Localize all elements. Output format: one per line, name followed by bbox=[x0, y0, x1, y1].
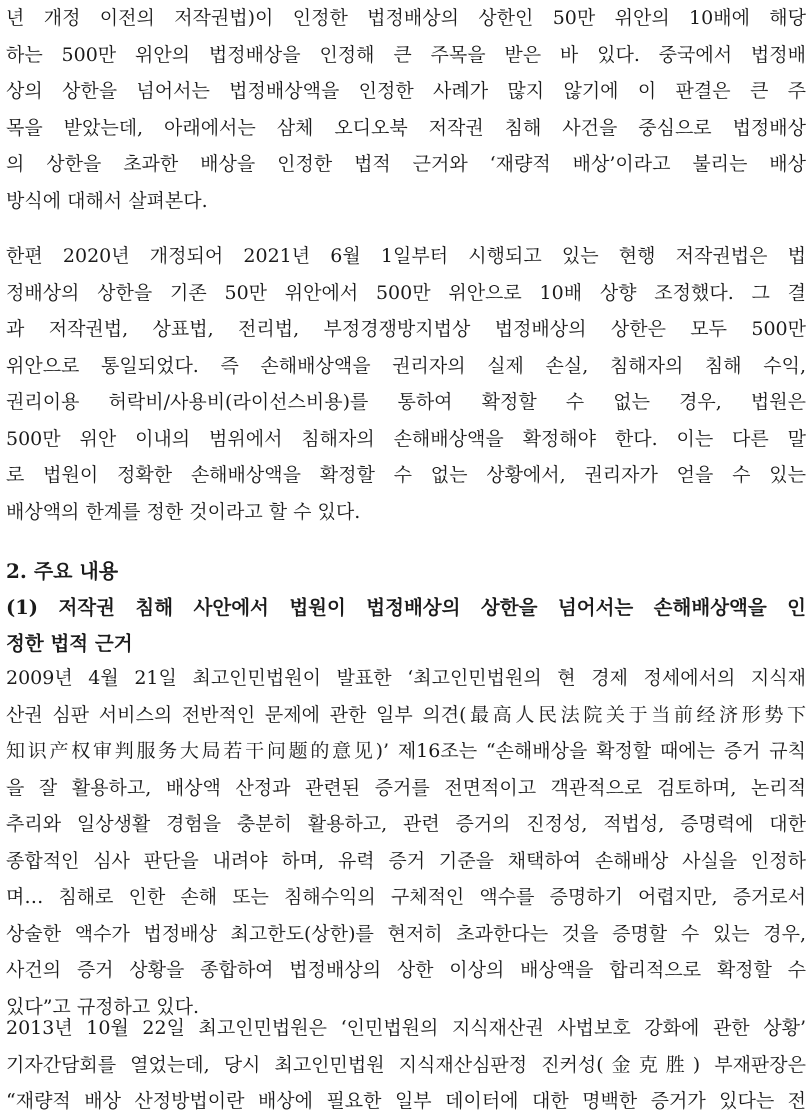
text-line: 하는 500만 위안의 법정배상을 인정해 큰 주목을 받은 바 있다. 중국에서 법정배 bbox=[6, 43, 806, 66]
paragraph-press-conference bbox=[6, 1010, 806, 1120]
text-line: 2009년 4월 21일 최고인민법원이 발표한 ‘최고인민법원의 현 경제 정세에서의 지식재 bbox=[6, 667, 806, 689]
text-line: 사건의 증거 상황을 종합하여 법정배상의 상한 이상의 배상액을 합리적으로 확정할 수 bbox=[6, 959, 806, 981]
text-line: 과 저작권법, 상표법, 전리법, 부정경쟁방지법상 법정배상의 상한은 모두 500만 bbox=[6, 318, 806, 340]
paragraph-background-intro bbox=[6, 0, 806, 219]
paragraph-current-copyright-law bbox=[6, 238, 806, 530]
text-line: 추리와 일상생활 경험을 충분히 활용하고, 관련 증거의 진정성, 적법성, 증명력에 대한 bbox=[6, 813, 806, 835]
text-line: 며… 침해로 인한 손해 또는 침해수익의 구체적인 액수를 증명하기 어렵지만, 증거로서 bbox=[6, 886, 806, 908]
text-line: 상술한 액수가 법정배상 최고한도(상한)를 현저히 초과한다는 것을 증명할 수 있는 경우, bbox=[6, 922, 806, 945]
text-line: 종합적인 심사 판단을 내려야 하며, 유력 증거 기준을 채택하여 손해배상 사실을 인정하 bbox=[6, 849, 806, 872]
text-line: 년 개정 이전의 저작권법)이 인정한 법정배상의 상한인 50만 위안의 10배에 해당 bbox=[6, 7, 806, 29]
text-line: 목을 받았는데, 아래에서는 삼체 오디오북 저작권 침해 사건을 중심으로 법정배상 bbox=[6, 116, 806, 139]
subsection-heading: (1) 저작권 침해 사안에서 법원이 법정배상의 상한을 넘어서는 손해배상액을 인 bbox=[6, 596, 806, 619]
text-line: 정배상의 상한을 기존 50만 위안에서 500만 위안으로 10배 상향 조정했다. 그 결 bbox=[6, 281, 806, 304]
text-line: 知识产权审判服务大局若干问题的意见)’ 제16조는 “손해배상을 확정할 때에는 증거 규칙 bbox=[6, 740, 806, 762]
text-line: 권리이용 허락비/사용비(라이선스비용)를 통하여 확정할 수 없는 경우, 법원은 bbox=[6, 391, 806, 413]
text-line: 2013년 10월 22일 최고인민법원은 ‘인민법원의 지식재산권 사법보호 강화에 관한 상황’ bbox=[6, 1017, 806, 1039]
subsection-heading: 정한 법적 근거 bbox=[6, 632, 133, 655]
paragraph-spc-opinion bbox=[6, 660, 806, 1025]
text-line: 한편 2020년 개정되어 2021년 6월 1일부터 시행되고 있는 현행 저작권법은 법 bbox=[6, 245, 806, 267]
text-line: 기자간담회를 열었는데, 당시 최고인민법원 지식재산심판정 진커성(金克胜) 부재판장은 bbox=[6, 1053, 806, 1076]
text-line: 산권 심판 서비스의 전반적인 문제에 관한 일부 의견(最高人民法院关于当前经济形势下 bbox=[6, 703, 806, 726]
text-line: 500만 위안 이내의 범위에서 침해자의 손해배상액을 확정해야 한다. 이는 다른 말 bbox=[6, 427, 806, 450]
subsection-heading-block bbox=[6, 590, 806, 662]
text-line: 방식에 대해서 살펴본다. bbox=[6, 189, 208, 212]
text-line: 로 법원이 정확한 손해배상액을 확정할 수 없는 상황에서, 권리자가 얻을 수 있는 bbox=[6, 464, 806, 486]
section-heading: 2. 주요 내용 bbox=[6, 559, 119, 583]
text-line: 상의 상한을 넘어서는 법정배상액을 인정한 사례가 많지 않기에 이 판결은 큰 주 bbox=[6, 80, 806, 102]
text-line: “재량적 배상 산정방법이란 배상에 필요한 일부 데이터에 대한 명백한 증거가 있다는 전 bbox=[6, 1090, 806, 1112]
text-line: 을 잘 활용하고, 배상액 산정과 관련된 증거를 전면적이고 객관적으로 검토하며, 논리적 bbox=[6, 776, 806, 799]
text-line: 있다”고 규정하고 있다. bbox=[6, 995, 200, 1018]
text-line: 의 상한을 초과한 배상을 인정한 법적 근거와 ‘재량적 배상’이라고 불리는 배상 bbox=[6, 153, 806, 175]
text-line: 배상액의 한계를 정한 것이라고 할 수 있다. bbox=[6, 500, 361, 523]
section-heading-block bbox=[6, 553, 806, 589]
text-line: 위안으로 통일되었다. 즉 손해배상액을 권리자의 실제 손실, 침해자의 침해 수익, bbox=[6, 354, 806, 377]
